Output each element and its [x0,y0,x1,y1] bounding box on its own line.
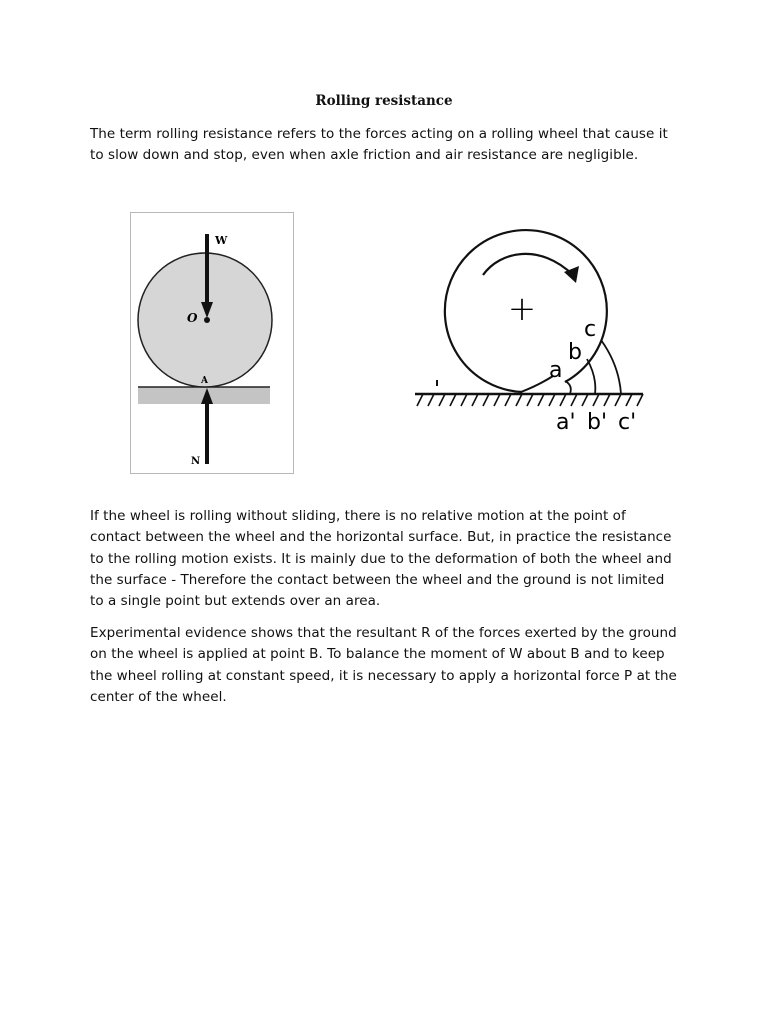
label-o: O [187,311,198,325]
arc-a [565,381,571,394]
page-title: Rolling resistance [315,93,453,109]
center-mark: + [507,289,537,329]
ground-hatching [417,394,643,406]
rotation-arrow [483,254,573,275]
label-a-prime: a' [556,410,576,435]
label-n: N [191,456,201,467]
intro-paragraph: The term rolling resistance refers to the forces acting on a rolling wheel that cause it to slow down and stop, even when axle friction and air resistance are negligible. [90,126,668,164]
label-c-prime: c' [618,410,637,435]
wheel-force-diagram [130,212,295,475]
label-a: A [201,376,208,386]
center-point [204,317,210,323]
body-paragraph-resultant: Experimental evidence shows that the resultant R of the forces exerted by the ground on the wheel is applied at point B. To balance the moment of W about B and to keep the wheel rolling at constant speed, it is necessary to apply a horizontal force P at the center of the wheel. [90,625,677,705]
label-b-prime: b' [587,410,608,435]
label-w: W [215,234,228,247]
body-paragraph-deformation: If the wheel is rolling without sliding, there is no relative motion at the point of contact between the wheel and the horizontal surface. But, in practice the resistance to the rolling motion exists. It is mainly due to the deformation of both the wheel and the surface - Therefore the contact between the wheel and the ground is not limited to a single point but extends over an area. [90,508,672,610]
label-c: c [584,317,597,342]
label-b: b [568,340,582,365]
wheel-deformation-diagram [415,225,645,440]
arc-c [601,340,621,394]
label-a: a [549,358,563,383]
